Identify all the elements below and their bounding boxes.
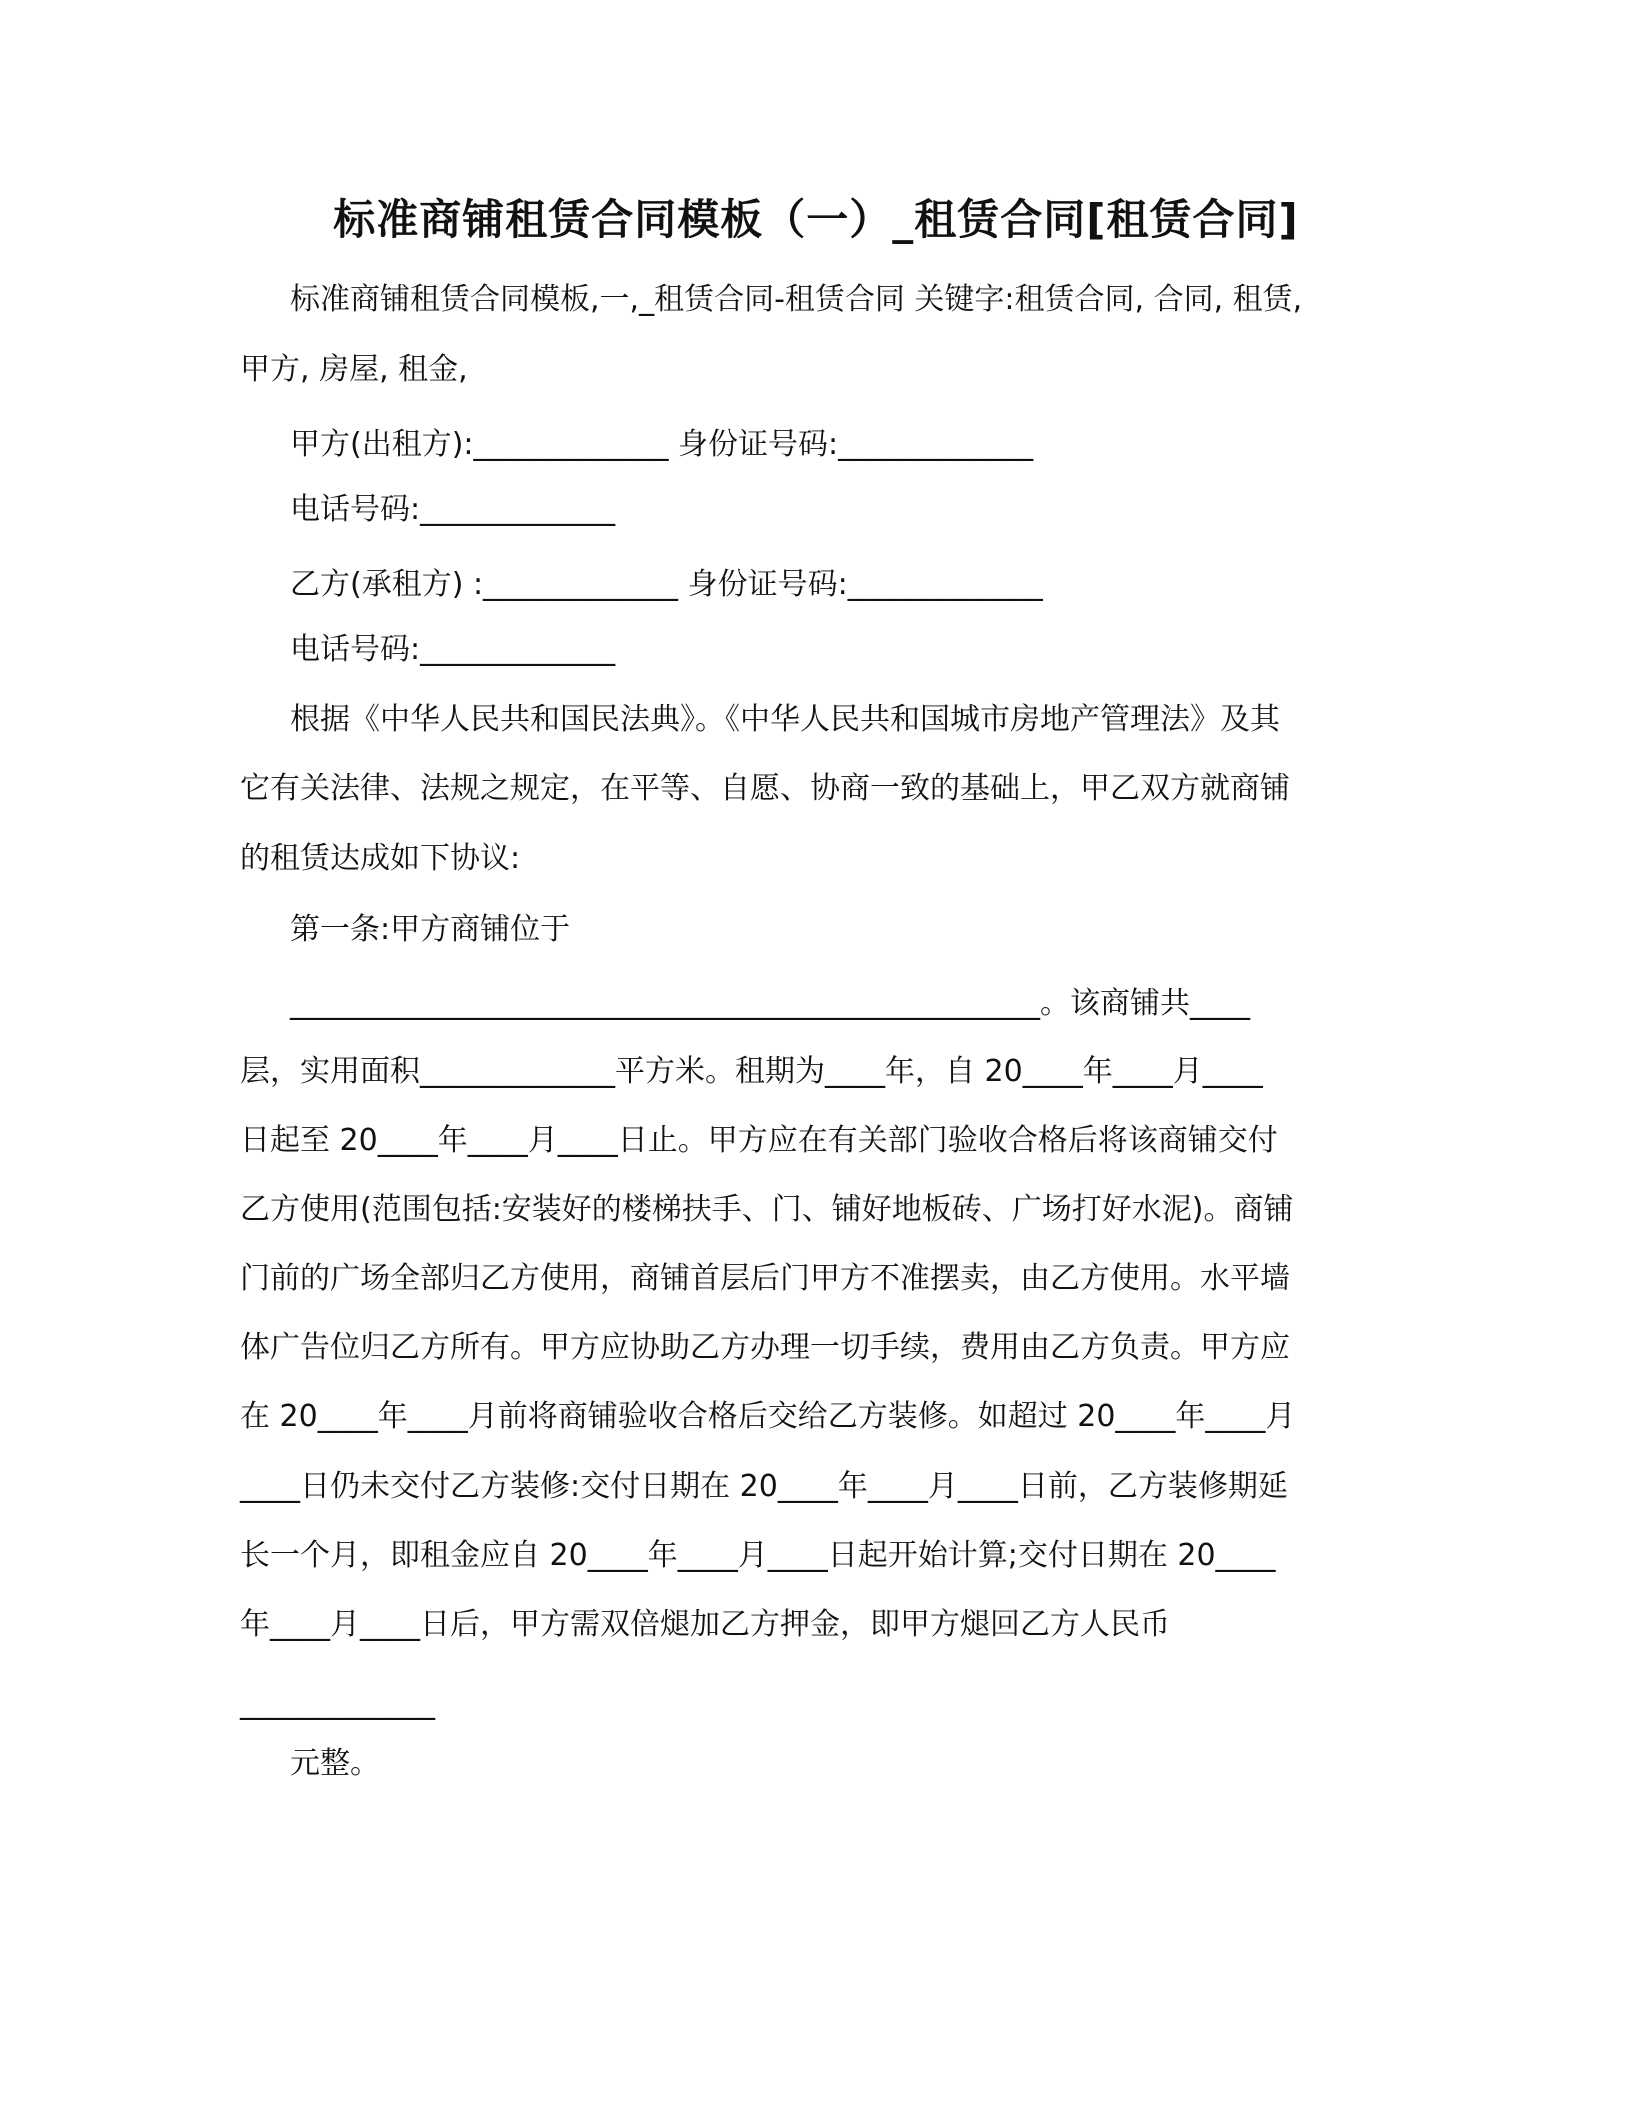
- keywords-line-1: 标准商铺租赁合同模板,一,_租赁合同-租赁合同 关键字:租赁合同, 合同, 租赁,: [290, 282, 1303, 317]
- preamble-line-1: 根据《中华人民共和国民法典》。《中华人民共和国城市房地产管理法》及其: [290, 702, 1280, 737]
- keywords-line-2: 甲方, 房屋, 租金,: [240, 352, 468, 387]
- article-1-line-5: 门前的广场全部归乙方使用，商铺首层后门甲方不准摆卖，由乙方使用。水平墙: [240, 1261, 1290, 1296]
- preamble-line-2: 它有关法律、法规之规定，在平等、自愿、协商一致的基础上，甲乙双方就商铺: [240, 771, 1290, 806]
- amount-blank-line: _____________: [240, 1686, 435, 1721]
- article-1-line-1: __________________________________________________。该商铺共____: [290, 986, 1250, 1021]
- article-1-line-6: 体广告位归乙方所有。甲方应协助乙方办理一切手续，费用由乙方负责。甲方应: [240, 1330, 1290, 1365]
- article-1-line-4: 乙方使用(范围包括:安装好的楼梯扶手、门、铺好地板砖、广场打好水泥)。商铺: [240, 1192, 1294, 1227]
- article-1-line-10: 年____月____日后，甲方需双倍煺加乙方押金，即甲方煺回乙方人民币: [240, 1607, 1170, 1642]
- party-b-phone-line: 电话号码:_____________: [290, 632, 616, 667]
- article-1-line-7: 在 20____年____月前将商铺验收合格后交给乙方装修。如超过 20____年____月: [240, 1399, 1296, 1434]
- article-1-line-9: 长一个月，即租金应自 20____年____月____日起开始计算;交付日期在 20____: [240, 1538, 1276, 1573]
- article-1-line-2: 层，实用面积_____________平方米。租期为____年，自 20____年____月____: [240, 1054, 1263, 1089]
- article-1-heading: 第一条:甲方商铺位于: [290, 912, 571, 947]
- article-1-line-8: ____日仍未交付乙方装修:交付日期在 20____年____月____日前，乙方装修期延: [240, 1469, 1288, 1504]
- party-b-line: 乙方(承租方) :_____________ 身份证号码:_____________: [290, 567, 1043, 602]
- party-a-phone-line: 电话号码:_____________: [290, 492, 616, 527]
- amount-suffix-line: 元整。: [290, 1746, 380, 1781]
- article-1-line-3: 日起至 20____年____月____日止。甲方应在有关部门验收合格后将该商铺交付: [240, 1123, 1278, 1158]
- document-title: 标准商铺租赁合同模板（一）_租赁合同[租赁合同]: [333, 195, 1299, 244]
- party-a-line: 甲方(出租方):_____________ 身份证号码:_____________: [290, 427, 1034, 462]
- preamble-line-3: 的租赁达成如下协议:: [240, 841, 521, 876]
